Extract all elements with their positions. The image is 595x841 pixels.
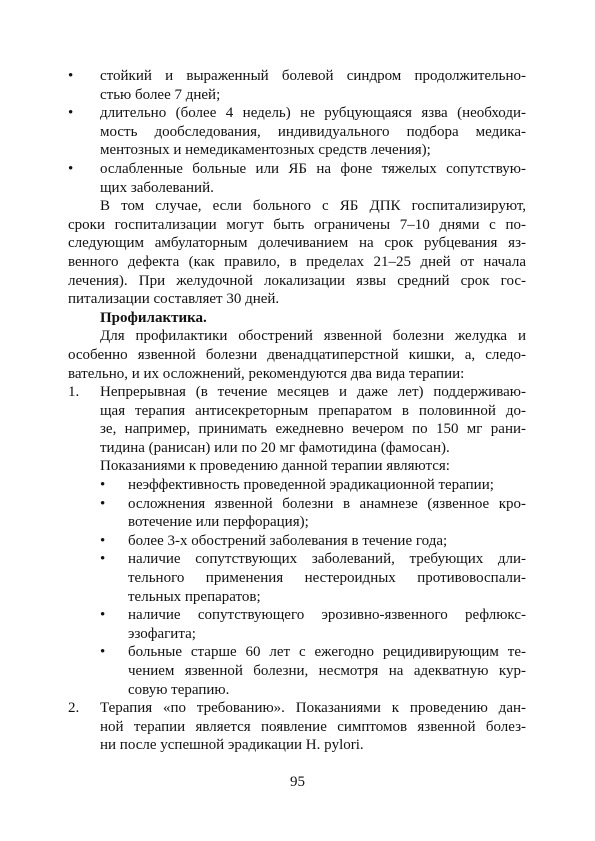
text-line: стойкий и выраженный болевой синдром продолжительно- xyxy=(100,68,526,84)
text-line: более 3-х обострений заболевания в течение года; xyxy=(128,532,448,549)
text-line: ни после успешной эрадикации H. pylori. xyxy=(100,737,364,754)
text-line: тельного применения нестероидных противовоспали- xyxy=(128,570,526,587)
sub-bullet-item xyxy=(68,495,526,532)
paragraph-hospitalization xyxy=(68,197,526,309)
item-number: 2. xyxy=(68,700,80,717)
text-line: осложнения язвенной болезни в анамнезе (язвенное кро- xyxy=(128,495,526,512)
bullet-item xyxy=(68,67,526,104)
text-line: вательно, и их осложнений, рекомендуются два вида терапии: xyxy=(68,365,465,382)
text-line: наличие сопутствующих заболеваний, требующих дли- xyxy=(128,551,526,568)
bullet-item xyxy=(68,160,526,197)
text-line: Непрерывная (в течение месяцев и даже лет) поддерживаю- xyxy=(100,384,526,401)
paragraph-prevention xyxy=(68,327,526,383)
text-line: Для профилактики обострений язвенной болезни желудка и xyxy=(100,328,526,345)
numbered-item-2 xyxy=(68,699,526,755)
text-line: ослабленные больные или ЯБ на фоне тяжелых сопутствую- xyxy=(100,160,526,177)
text-line: совую терапию. xyxy=(128,681,230,698)
text-line: щая терапия антисекреторным препаратом в половинной до- xyxy=(100,402,526,419)
sub-bullet-item xyxy=(68,606,526,643)
text-line: зе, например, принимать ежедневно вечером по 150 мг рани- xyxy=(100,421,526,438)
text-line: В том случае, если больного с ЯБ ДПК госпитализируют, xyxy=(100,198,526,215)
numbered-item-1 xyxy=(68,383,526,476)
text-line: венного дефекта (как правило, в пределах 21–25 дней от начала xyxy=(68,253,526,270)
text-line: чением язвенной болезни, несмотря на адекватную кур- xyxy=(128,663,526,679)
bullet-marker: • xyxy=(100,551,106,568)
text-line: эзофагита; xyxy=(128,625,196,642)
bullet-marker: • xyxy=(100,495,106,512)
text-line: следующим амбулаторным долечиванием на срок рубцевания яз- xyxy=(68,235,526,252)
text-line: щих заболеваний. xyxy=(100,179,214,196)
section-heading: Профилактика. xyxy=(100,309,207,326)
bullet-marker: • xyxy=(68,160,74,177)
bullet-item xyxy=(68,104,526,160)
text-line: наличие сопутствующего эрозивно-язвенного рефлюкс- xyxy=(128,607,526,624)
text-line: лечения). При желудочной локализации язвы средний срок гос- xyxy=(68,272,526,289)
bullet-marker: • xyxy=(68,105,74,122)
text-line: больные старше 60 лет с ежегодно рецидивирующим те- xyxy=(128,644,526,661)
text-line: мость дообследования, индивидуального подбора медика- xyxy=(100,123,526,140)
bullet-marker: • xyxy=(68,68,74,84)
text-line: особенно язвенной болезни двенадцатиперстной кишки, а, следо- xyxy=(68,346,526,363)
text-line: стью более 7 дней; xyxy=(100,86,221,103)
page-number: 95 xyxy=(290,774,305,790)
text-line: длительно (более 4 недель) не рубцующаяся язва (необходи- xyxy=(100,105,526,122)
indications-intro: Показаниями к проведению данной терапии являются: xyxy=(100,458,450,475)
bullet-marker: • xyxy=(100,644,106,661)
page-body xyxy=(68,67,526,755)
bullet-marker: • xyxy=(100,607,106,624)
text-line: сроки госпитализации могут быть ограничены 7–10 днями с по- xyxy=(68,216,526,233)
bullet-marker: • xyxy=(100,477,106,494)
text-line: ной терапии является появление симптомов язвенной болез- xyxy=(100,718,526,735)
text-line: Терапия «по требованию». Показаниями к проведению дан- xyxy=(100,700,526,717)
sub-bullet-item xyxy=(68,643,526,699)
sub-bullet-item xyxy=(68,476,526,495)
text-line: питализации составляет 30 дней. xyxy=(68,291,280,308)
sub-bullet-item xyxy=(68,550,526,606)
text-line: неэффективность проведенной эрадикационной терапии; xyxy=(128,477,494,494)
text-line: вотечение или перфорация); xyxy=(128,514,309,531)
text-line: ментозных и немедикаментозных средств лечения); xyxy=(100,142,431,159)
text-line: тельных препаратов; xyxy=(128,588,261,605)
item-number: 1. xyxy=(68,384,80,401)
bullet-marker: • xyxy=(100,532,106,549)
sub-bullet-item xyxy=(68,532,526,551)
text-line: тидина (ранисан) или по 20 мг фамотидина (фамосан). xyxy=(100,439,450,456)
